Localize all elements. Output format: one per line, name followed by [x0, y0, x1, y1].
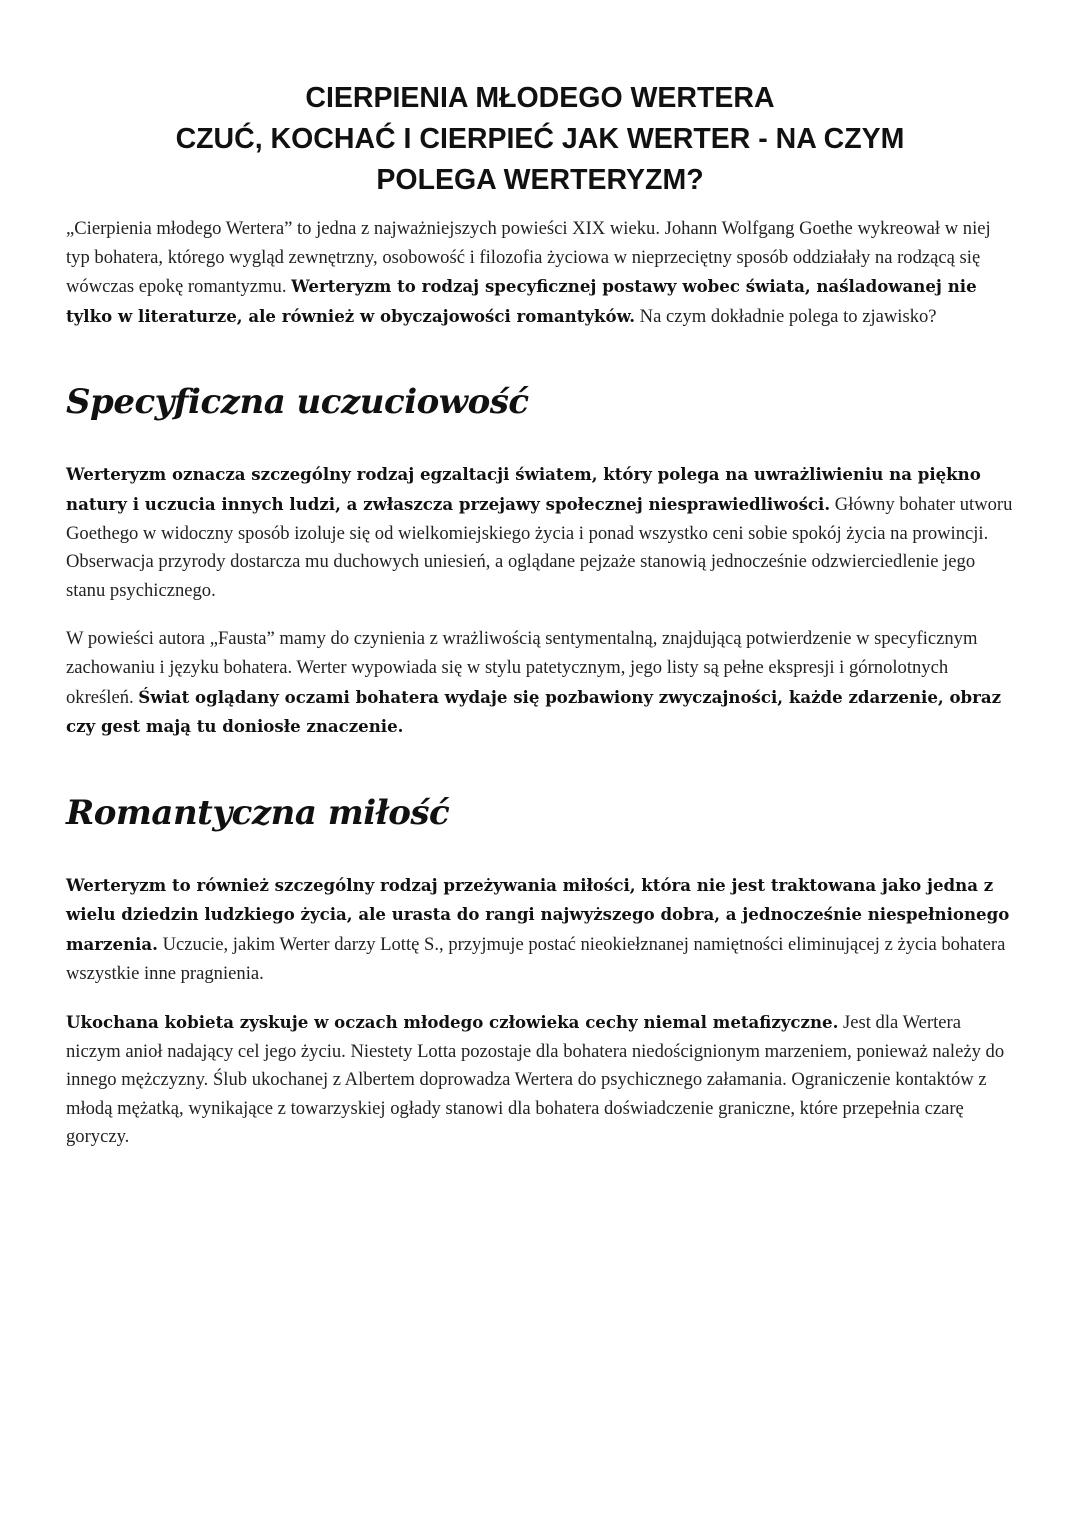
section-heading: Romantyczna miłość: [66, 792, 450, 833]
section-specyficzna-uczuciowosc: [66, 379, 1014, 741]
intro-text-2: Na czym dokładnie polega to zjawisko?: [635, 305, 937, 327]
section1-p1-bold: Werteryzm oznacza szczególny rodzaj egzaltacji światem, który polega na uwrażliwieniu na piękno natury i uczucia innych ludzi, a zwłaszcza przejawy społecznej niesprawiedliwości.: [66, 464, 981, 514]
section2-paragraph-1: [66, 871, 1014, 988]
section-heading: Specyficzna uczuciowość: [66, 382, 529, 423]
title-line-3: POLEGA WERTERYZM?: [376, 164, 704, 196]
section2-p1-text: Uczucie, jakim Werter darzy Lottę S., przyjmuje postać nieokiełznanej namiętności eliminującej z życia bohatera wszystkie inne pragnienia.: [66, 933, 1006, 984]
section1-paragraph-2: [66, 625, 1014, 741]
section1-p2-bold: Świat oglądany oczami bohatera wydaje się pozbawiony zwyczajności, każde zdarzenie, obraz czy gest mają tu doniosłe znaczenie.: [66, 686, 1002, 737]
section-romantyczna-milosc: [66, 790, 1014, 1152]
section2-p2-text: Jest dla Wertera niczym anioł nadający cel jego życiu. Niestety Lotta pozostaje dla bohatera niedoścignionym marzeniem, ponieważ należy do innego mężczyzny. Ślub ukochanej z Albertem doprowadza Wertera do psychicznego załamania. Ograniczenie kontaktów z młodą mężatką, wynikające z towarzyskiej ogłady stanowi dla bohatera doświadczenie graniczne, które przepełnia czarę goryczy.: [66, 1012, 1005, 1148]
intro-paragraph: [66, 215, 1014, 331]
section2-p1-bold: Werteryzm to również szczególny rodzaj przeżywania miłości, która nie jest traktowana jako jedna z wielu dziedzin ludzkiego życia, ale urasta do rangi najwyższego dobra, a jednocześnie niespełnionego marzenia.: [66, 874, 1010, 954]
section1-p1-text: Główny bohater utworu Goethego w widoczny sposób izoluje się od wielkomiejskiego życia i ponad wszystko ceni sobie spokój życia na prowincji. Obserwacja przyrody dostarcza mu duchowych uniesień, a oglądane pejzaże stanowią jednocześnie odzwierciedlenie jego stanu psychicznego.: [66, 493, 1013, 601]
intro-text-1: „Cierpienia młodego Wertera” to jedna z najważniejszych powieści XIX wieku. Johann Wolfgang Goethe wykreował w niej typ bohatera, którego wygląd zewnętrzny, osobowość i filozofia życiowa w nieprzeciętny sposób oddziałały na rodzącą się wówczas epokę romantyzmu.: [66, 218, 991, 298]
section1-p2-text: W powieści autora „Fausta” mamy do czynienia z wrażliwością sentymentalną, znajdującą potwierdzenie w specyficznym zachowaniu i języku bohatera. Werter wypowiada się w stylu patetycznym, jego listy są pełne ekspresji i górnolotnych określeń.: [66, 628, 978, 708]
intro-bold: Werteryzm to rodzaj specyficznej postawy wobec świata, naśladowanej nie tylko w literaturze, ale również w obyczajowości romantyków.: [66, 276, 977, 326]
document-title: [66, 78, 1014, 201]
title-line-1: CIERPIENIA MŁODEGO WERTERA: [305, 82, 775, 114]
title-line-2: CZUĆ, KOCHAĆ I CIERPIEĆ JAK WERTER - NA CZYM: [175, 123, 905, 155]
section2-paragraph-2: [66, 1008, 1014, 1152]
section2-p2-bold: Ukochana kobieta zyskuje w oczach młodego człowieka cechy niemal metafizyczne.: [66, 1012, 839, 1033]
section1-paragraph-1: [66, 460, 1014, 605]
